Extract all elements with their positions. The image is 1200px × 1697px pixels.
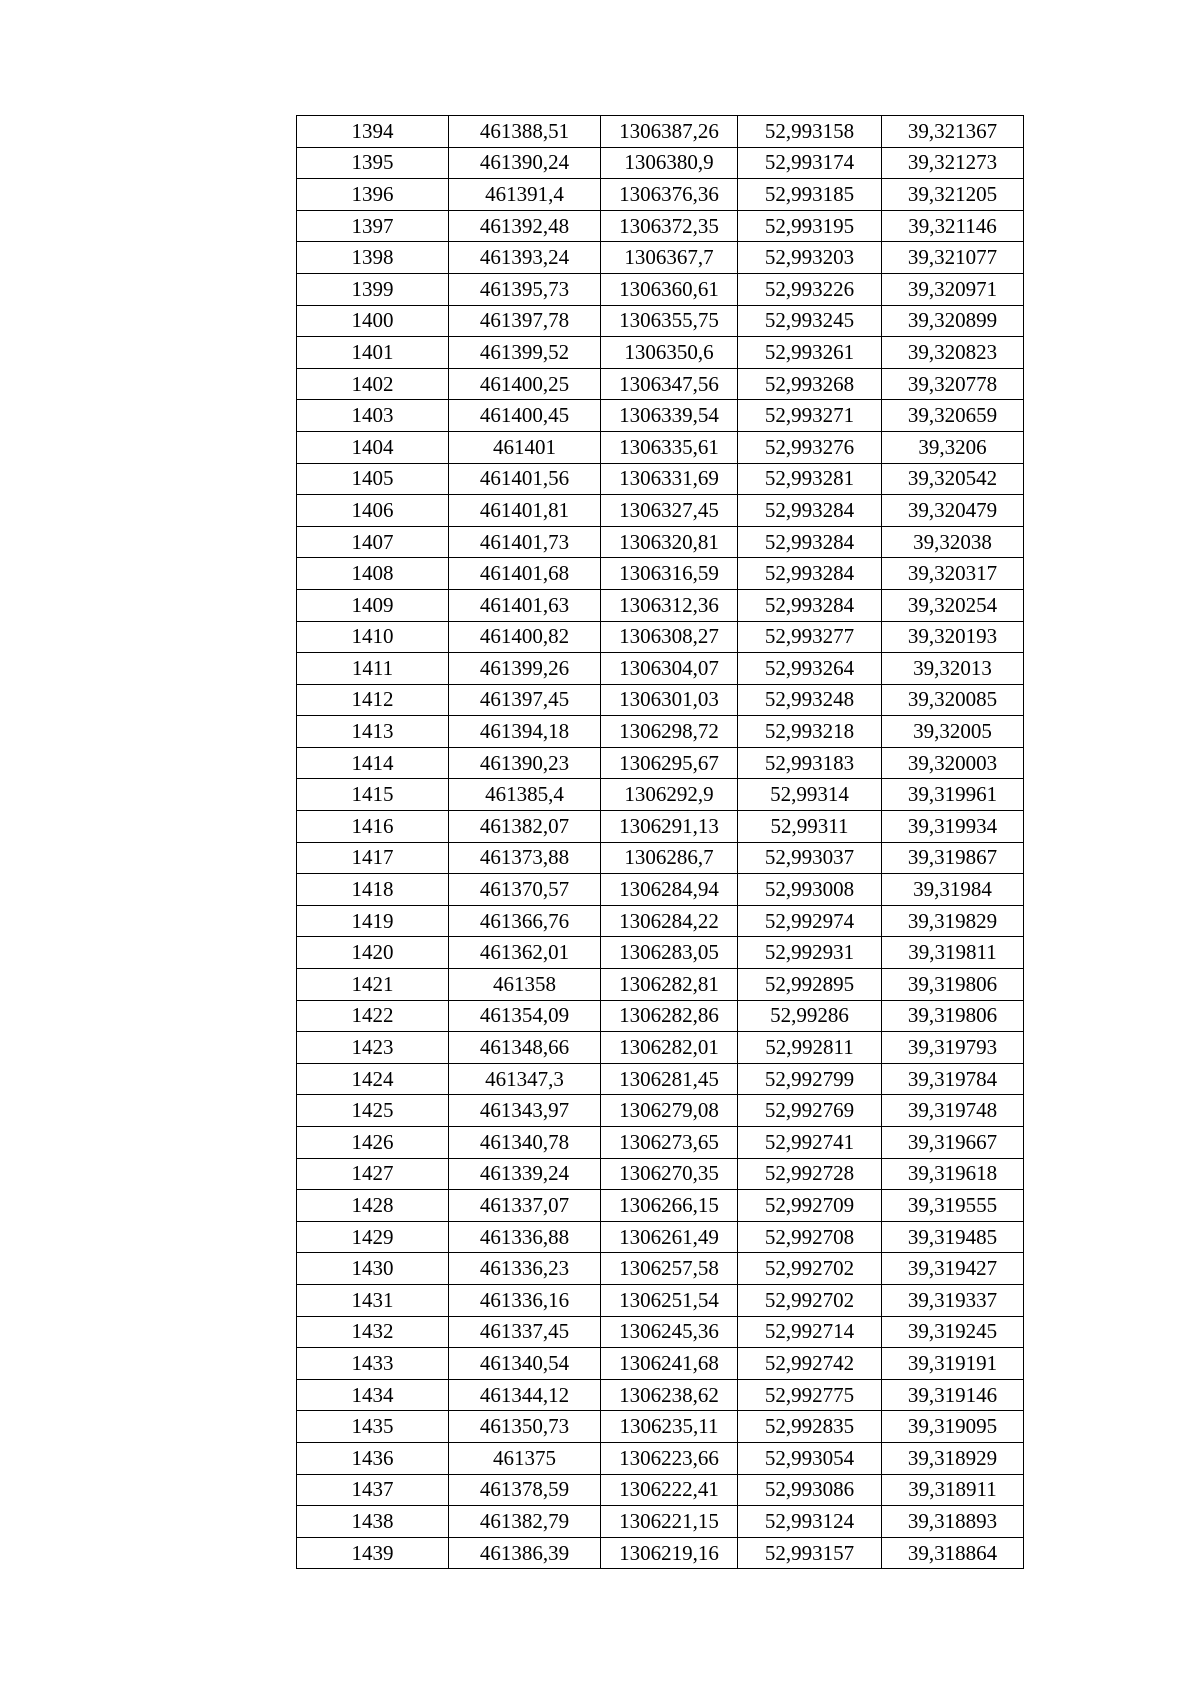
- longitude-cell: 39,319337: [882, 1284, 1024, 1316]
- point-number-cell: 1415: [297, 779, 449, 811]
- latitude-cell: 52,993284: [738, 526, 882, 558]
- y-coordinate-cell: 1306387,26: [601, 116, 738, 148]
- longitude-cell: 39,321077: [882, 242, 1024, 274]
- latitude-cell: 52,993008: [738, 874, 882, 906]
- longitude-cell: 39,32038: [882, 526, 1024, 558]
- y-coordinate-cell: 1306301,03: [601, 684, 738, 716]
- y-coordinate-cell: 1306284,22: [601, 905, 738, 937]
- point-number-cell: 1438: [297, 1506, 449, 1538]
- latitude-cell: 52,992728: [738, 1158, 882, 1190]
- x-coordinate-cell: 461386,39: [449, 1537, 601, 1569]
- latitude-cell: 52,992895: [738, 969, 882, 1001]
- point-number-cell: 1397: [297, 210, 449, 242]
- x-coordinate-cell: 461336,16: [449, 1284, 601, 1316]
- latitude-cell: 52,992702: [738, 1284, 882, 1316]
- latitude-cell: 52,992769: [738, 1095, 882, 1127]
- x-coordinate-cell: 461362,01: [449, 937, 601, 969]
- coordinates-table-body: [297, 116, 1024, 1569]
- x-coordinate-cell: 461350,73: [449, 1411, 601, 1443]
- point-number-cell: 1435: [297, 1411, 449, 1443]
- table-row: [297, 1221, 1024, 1253]
- latitude-cell: 52,993086: [738, 1474, 882, 1506]
- longitude-cell: 39,321367: [882, 116, 1024, 148]
- point-number-cell: 1417: [297, 842, 449, 874]
- coordinates-table: [296, 115, 1024, 1569]
- longitude-cell: 39,319961: [882, 779, 1024, 811]
- longitude-cell: 39,320778: [882, 368, 1024, 400]
- x-coordinate-cell: 461337,07: [449, 1190, 601, 1222]
- table-row: [297, 779, 1024, 811]
- point-number-cell: 1434: [297, 1379, 449, 1411]
- point-number-cell: 1422: [297, 1000, 449, 1032]
- latitude-cell: 52,993284: [738, 558, 882, 590]
- x-coordinate-cell: 461340,78: [449, 1127, 601, 1159]
- latitude-cell: 52,993195: [738, 210, 882, 242]
- table-row: [297, 1063, 1024, 1095]
- table-row: [297, 463, 1024, 495]
- x-coordinate-cell: 461388,51: [449, 116, 601, 148]
- x-coordinate-cell: 461336,88: [449, 1221, 601, 1253]
- table-row: [297, 368, 1024, 400]
- table-row: [297, 242, 1024, 274]
- longitude-cell: 39,320085: [882, 684, 1024, 716]
- table-row: [297, 1127, 1024, 1159]
- latitude-cell: 52,992709: [738, 1190, 882, 1222]
- table-row: [297, 653, 1024, 685]
- point-number-cell: 1439: [297, 1537, 449, 1569]
- x-coordinate-cell: 461390,23: [449, 747, 601, 779]
- y-coordinate-cell: 1306292,9: [601, 779, 738, 811]
- longitude-cell: 39,320823: [882, 337, 1024, 369]
- latitude-cell: 52,993284: [738, 589, 882, 621]
- x-coordinate-cell: 461343,97: [449, 1095, 601, 1127]
- latitude-cell: 52,993183: [738, 747, 882, 779]
- point-number-cell: 1419: [297, 905, 449, 937]
- longitude-cell: 39,319555: [882, 1190, 1024, 1222]
- latitude-cell: 52,993281: [738, 463, 882, 495]
- y-coordinate-cell: 1306304,07: [601, 653, 738, 685]
- x-coordinate-cell: 461397,45: [449, 684, 601, 716]
- point-number-cell: 1420: [297, 937, 449, 969]
- table-row: [297, 210, 1024, 242]
- x-coordinate-cell: 461370,57: [449, 874, 601, 906]
- longitude-cell: 39,320254: [882, 589, 1024, 621]
- y-coordinate-cell: 1306283,05: [601, 937, 738, 969]
- y-coordinate-cell: 1306245,36: [601, 1316, 738, 1348]
- longitude-cell: 39,32013: [882, 653, 1024, 685]
- longitude-cell: 39,318893: [882, 1506, 1024, 1538]
- y-coordinate-cell: 1306238,62: [601, 1379, 738, 1411]
- latitude-cell: 52,993124: [738, 1506, 882, 1538]
- y-coordinate-cell: 1306372,35: [601, 210, 738, 242]
- table-row: [297, 495, 1024, 527]
- longitude-cell: 39,320479: [882, 495, 1024, 527]
- latitude-cell: 52,993054: [738, 1442, 882, 1474]
- table-row: [297, 1411, 1024, 1443]
- y-coordinate-cell: 1306282,81: [601, 969, 738, 1001]
- x-coordinate-cell: 461347,3: [449, 1063, 601, 1095]
- table-row: [297, 1348, 1024, 1380]
- latitude-cell: 52,99311: [738, 811, 882, 843]
- point-number-cell: 1401: [297, 337, 449, 369]
- table-row: [297, 937, 1024, 969]
- table-row: [297, 273, 1024, 305]
- x-coordinate-cell: 461337,45: [449, 1316, 601, 1348]
- latitude-cell: 52,99314: [738, 779, 882, 811]
- point-number-cell: 1427: [297, 1158, 449, 1190]
- x-coordinate-cell: 461373,88: [449, 842, 601, 874]
- longitude-cell: 39,319191: [882, 1348, 1024, 1380]
- y-coordinate-cell: 1306350,6: [601, 337, 738, 369]
- x-coordinate-cell: 461385,4: [449, 779, 601, 811]
- y-coordinate-cell: 1306261,49: [601, 1221, 738, 1253]
- latitude-cell: 52,992835: [738, 1411, 882, 1443]
- latitude-cell: 52,993157: [738, 1537, 882, 1569]
- point-number-cell: 1430: [297, 1253, 449, 1285]
- table-row: [297, 621, 1024, 653]
- longitude-cell: 39,318929: [882, 1442, 1024, 1474]
- table-row: [297, 747, 1024, 779]
- latitude-cell: 52,993277: [738, 621, 882, 653]
- longitude-cell: 39,318864: [882, 1537, 1024, 1569]
- point-number-cell: 1429: [297, 1221, 449, 1253]
- point-number-cell: 1432: [297, 1316, 449, 1348]
- y-coordinate-cell: 1306335,61: [601, 431, 738, 463]
- point-number-cell: 1404: [297, 431, 449, 463]
- point-number-cell: 1395: [297, 147, 449, 179]
- y-coordinate-cell: 1306295,67: [601, 747, 738, 779]
- x-coordinate-cell: 461401: [449, 431, 601, 463]
- latitude-cell: 52,993185: [738, 179, 882, 211]
- longitude-cell: 39,319793: [882, 1032, 1024, 1064]
- table-row: [297, 431, 1024, 463]
- x-coordinate-cell: 461358: [449, 969, 601, 1001]
- table-row: [297, 969, 1024, 1001]
- latitude-cell: 52,993174: [738, 147, 882, 179]
- longitude-cell: 39,319427: [882, 1253, 1024, 1285]
- table-row: [297, 400, 1024, 432]
- y-coordinate-cell: 1306241,68: [601, 1348, 738, 1380]
- table-row: [297, 589, 1024, 621]
- x-coordinate-cell: 461339,24: [449, 1158, 601, 1190]
- latitude-cell: 52,993248: [738, 684, 882, 716]
- y-coordinate-cell: 1306355,75: [601, 305, 738, 337]
- longitude-cell: 39,320317: [882, 558, 1024, 590]
- point-number-cell: 1433: [297, 1348, 449, 1380]
- point-number-cell: 1416: [297, 811, 449, 843]
- longitude-cell: 39,320659: [882, 400, 1024, 432]
- x-coordinate-cell: 461390,24: [449, 147, 601, 179]
- point-number-cell: 1436: [297, 1442, 449, 1474]
- point-number-cell: 1426: [297, 1127, 449, 1159]
- table-row: [297, 1253, 1024, 1285]
- latitude-cell: 52,992714: [738, 1316, 882, 1348]
- longitude-cell: 39,321205: [882, 179, 1024, 211]
- x-coordinate-cell: 461382,07: [449, 811, 601, 843]
- y-coordinate-cell: 1306320,81: [601, 526, 738, 558]
- table-row: [297, 526, 1024, 558]
- latitude-cell: 52,993037: [738, 842, 882, 874]
- latitude-cell: 52,993158: [738, 116, 882, 148]
- x-coordinate-cell: 461400,25: [449, 368, 601, 400]
- longitude-cell: 39,320899: [882, 305, 1024, 337]
- y-coordinate-cell: 1306222,41: [601, 1474, 738, 1506]
- latitude-cell: 52,992775: [738, 1379, 882, 1411]
- longitude-cell: 39,318911: [882, 1474, 1024, 1506]
- table-row: [297, 842, 1024, 874]
- y-coordinate-cell: 1306282,01: [601, 1032, 738, 1064]
- point-number-cell: 1394: [297, 116, 449, 148]
- latitude-cell: 52,992741: [738, 1127, 882, 1159]
- y-coordinate-cell: 1306257,58: [601, 1253, 738, 1285]
- longitude-cell: 39,321273: [882, 147, 1024, 179]
- longitude-cell: 39,31984: [882, 874, 1024, 906]
- y-coordinate-cell: 1306376,36: [601, 179, 738, 211]
- table-row: [297, 684, 1024, 716]
- latitude-cell: 52,993226: [738, 273, 882, 305]
- longitude-cell: 39,321146: [882, 210, 1024, 242]
- point-number-cell: 1428: [297, 1190, 449, 1222]
- y-coordinate-cell: 1306251,54: [601, 1284, 738, 1316]
- point-number-cell: 1398: [297, 242, 449, 274]
- table-row: [297, 1032, 1024, 1064]
- y-coordinate-cell: 1306281,45: [601, 1063, 738, 1095]
- y-coordinate-cell: 1306298,72: [601, 716, 738, 748]
- longitude-cell: 39,319146: [882, 1379, 1024, 1411]
- x-coordinate-cell: 461382,79: [449, 1506, 601, 1538]
- latitude-cell: 52,99286: [738, 1000, 882, 1032]
- latitude-cell: 52,992702: [738, 1253, 882, 1285]
- point-number-cell: 1421: [297, 969, 449, 1001]
- point-number-cell: 1412: [297, 684, 449, 716]
- point-number-cell: 1424: [297, 1063, 449, 1095]
- y-coordinate-cell: 1306270,35: [601, 1158, 738, 1190]
- latitude-cell: 52,992811: [738, 1032, 882, 1064]
- x-coordinate-cell: 461401,68: [449, 558, 601, 590]
- point-number-cell: 1425: [297, 1095, 449, 1127]
- point-number-cell: 1408: [297, 558, 449, 590]
- x-coordinate-cell: 461336,23: [449, 1253, 601, 1285]
- x-coordinate-cell: 461401,63: [449, 589, 601, 621]
- longitude-cell: 39,319618: [882, 1158, 1024, 1190]
- table-row: [297, 811, 1024, 843]
- point-number-cell: 1409: [297, 589, 449, 621]
- latitude-cell: 52,993261: [738, 337, 882, 369]
- table-row: [297, 305, 1024, 337]
- x-coordinate-cell: 461344,12: [449, 1379, 601, 1411]
- y-coordinate-cell: 1306219,16: [601, 1537, 738, 1569]
- x-coordinate-cell: 461401,56: [449, 463, 601, 495]
- point-number-cell: 1423: [297, 1032, 449, 1064]
- x-coordinate-cell: 461401,73: [449, 526, 601, 558]
- latitude-cell: 52,993276: [738, 431, 882, 463]
- table-row: [297, 558, 1024, 590]
- longitude-cell: 39,319806: [882, 969, 1024, 1001]
- table-row: [297, 1316, 1024, 1348]
- table-row: [297, 337, 1024, 369]
- x-coordinate-cell: 461393,24: [449, 242, 601, 274]
- x-coordinate-cell: 461400,45: [449, 400, 601, 432]
- point-number-cell: 1407: [297, 526, 449, 558]
- table-row: [297, 1379, 1024, 1411]
- longitude-cell: 39,319485: [882, 1221, 1024, 1253]
- x-coordinate-cell: 461366,76: [449, 905, 601, 937]
- y-coordinate-cell: 1306266,15: [601, 1190, 738, 1222]
- table-row: [297, 1442, 1024, 1474]
- longitude-cell: 39,319867: [882, 842, 1024, 874]
- point-number-cell: 1411: [297, 653, 449, 685]
- x-coordinate-cell: 461395,73: [449, 273, 601, 305]
- y-coordinate-cell: 1306286,7: [601, 842, 738, 874]
- table-row: [297, 147, 1024, 179]
- point-number-cell: 1403: [297, 400, 449, 432]
- point-number-cell: 1413: [297, 716, 449, 748]
- point-number-cell: 1396: [297, 179, 449, 211]
- latitude-cell: 52,992931: [738, 937, 882, 969]
- latitude-cell: 52,993268: [738, 368, 882, 400]
- point-number-cell: 1400: [297, 305, 449, 337]
- table-row: [297, 1095, 1024, 1127]
- table-row: [297, 1190, 1024, 1222]
- y-coordinate-cell: 1306221,15: [601, 1506, 738, 1538]
- x-coordinate-cell: 461399,52: [449, 337, 601, 369]
- y-coordinate-cell: 1306331,69: [601, 463, 738, 495]
- longitude-cell: 39,319811: [882, 937, 1024, 969]
- x-coordinate-cell: 461392,48: [449, 210, 601, 242]
- y-coordinate-cell: 1306339,54: [601, 400, 738, 432]
- point-number-cell: 1414: [297, 747, 449, 779]
- longitude-cell: 39,319829: [882, 905, 1024, 937]
- x-coordinate-cell: 461401,81: [449, 495, 601, 527]
- latitude-cell: 52,993203: [738, 242, 882, 274]
- latitude-cell: 52,992742: [738, 1348, 882, 1380]
- x-coordinate-cell: 461354,09: [449, 1000, 601, 1032]
- point-number-cell: 1410: [297, 621, 449, 653]
- longitude-cell: 39,319667: [882, 1127, 1024, 1159]
- x-coordinate-cell: 461391,4: [449, 179, 601, 211]
- x-coordinate-cell: 461340,54: [449, 1348, 601, 1380]
- y-coordinate-cell: 1306312,36: [601, 589, 738, 621]
- latitude-cell: 52,993264: [738, 653, 882, 685]
- longitude-cell: 39,319245: [882, 1316, 1024, 1348]
- x-coordinate-cell: 461397,78: [449, 305, 601, 337]
- latitude-cell: 52,992974: [738, 905, 882, 937]
- latitude-cell: 52,993271: [738, 400, 882, 432]
- table-row: [297, 1158, 1024, 1190]
- y-coordinate-cell: 1306360,61: [601, 273, 738, 305]
- point-number-cell: 1437: [297, 1474, 449, 1506]
- table-row: [297, 179, 1024, 211]
- x-coordinate-cell: 461375: [449, 1442, 601, 1474]
- y-coordinate-cell: 1306284,94: [601, 874, 738, 906]
- point-number-cell: 1431: [297, 1284, 449, 1316]
- table-row: [297, 116, 1024, 148]
- y-coordinate-cell: 1306273,65: [601, 1127, 738, 1159]
- latitude-cell: 52,993218: [738, 716, 882, 748]
- y-coordinate-cell: 1306327,45: [601, 495, 738, 527]
- y-coordinate-cell: 1306367,7: [601, 242, 738, 274]
- table-row: [297, 1506, 1024, 1538]
- longitude-cell: 39,320971: [882, 273, 1024, 305]
- point-number-cell: 1406: [297, 495, 449, 527]
- table-row: [297, 874, 1024, 906]
- x-coordinate-cell: 461400,82: [449, 621, 601, 653]
- y-coordinate-cell: 1306316,59: [601, 558, 738, 590]
- y-coordinate-cell: 1306279,08: [601, 1095, 738, 1127]
- longitude-cell: 39,319806: [882, 1000, 1024, 1032]
- table-row: [297, 1284, 1024, 1316]
- y-coordinate-cell: 1306380,9: [601, 147, 738, 179]
- table-row: [297, 1474, 1024, 1506]
- table-row: [297, 716, 1024, 748]
- x-coordinate-cell: 461348,66: [449, 1032, 601, 1064]
- x-coordinate-cell: 461394,18: [449, 716, 601, 748]
- latitude-cell: 52,993245: [738, 305, 882, 337]
- table-row: [297, 1537, 1024, 1569]
- y-coordinate-cell: 1306291,13: [601, 811, 738, 843]
- x-coordinate-cell: 461378,59: [449, 1474, 601, 1506]
- longitude-cell: 39,320003: [882, 747, 1024, 779]
- longitude-cell: 39,319784: [882, 1063, 1024, 1095]
- latitude-cell: 52,993284: [738, 495, 882, 527]
- y-coordinate-cell: 1306235,11: [601, 1411, 738, 1443]
- x-coordinate-cell: 461399,26: [449, 653, 601, 685]
- longitude-cell: 39,319095: [882, 1411, 1024, 1443]
- y-coordinate-cell: 1306282,86: [601, 1000, 738, 1032]
- longitude-cell: 39,319748: [882, 1095, 1024, 1127]
- latitude-cell: 52,992799: [738, 1063, 882, 1095]
- table-row: [297, 905, 1024, 937]
- y-coordinate-cell: 1306308,27: [601, 621, 738, 653]
- point-number-cell: 1399: [297, 273, 449, 305]
- point-number-cell: 1402: [297, 368, 449, 400]
- longitude-cell: 39,319934: [882, 811, 1024, 843]
- table-row: [297, 1000, 1024, 1032]
- longitude-cell: 39,320542: [882, 463, 1024, 495]
- y-coordinate-cell: 1306347,56: [601, 368, 738, 400]
- longitude-cell: 39,32005: [882, 716, 1024, 748]
- point-number-cell: 1405: [297, 463, 449, 495]
- longitude-cell: 39,320193: [882, 621, 1024, 653]
- point-number-cell: 1418: [297, 874, 449, 906]
- latitude-cell: 52,992708: [738, 1221, 882, 1253]
- longitude-cell: 39,3206: [882, 431, 1024, 463]
- y-coordinate-cell: 1306223,66: [601, 1442, 738, 1474]
